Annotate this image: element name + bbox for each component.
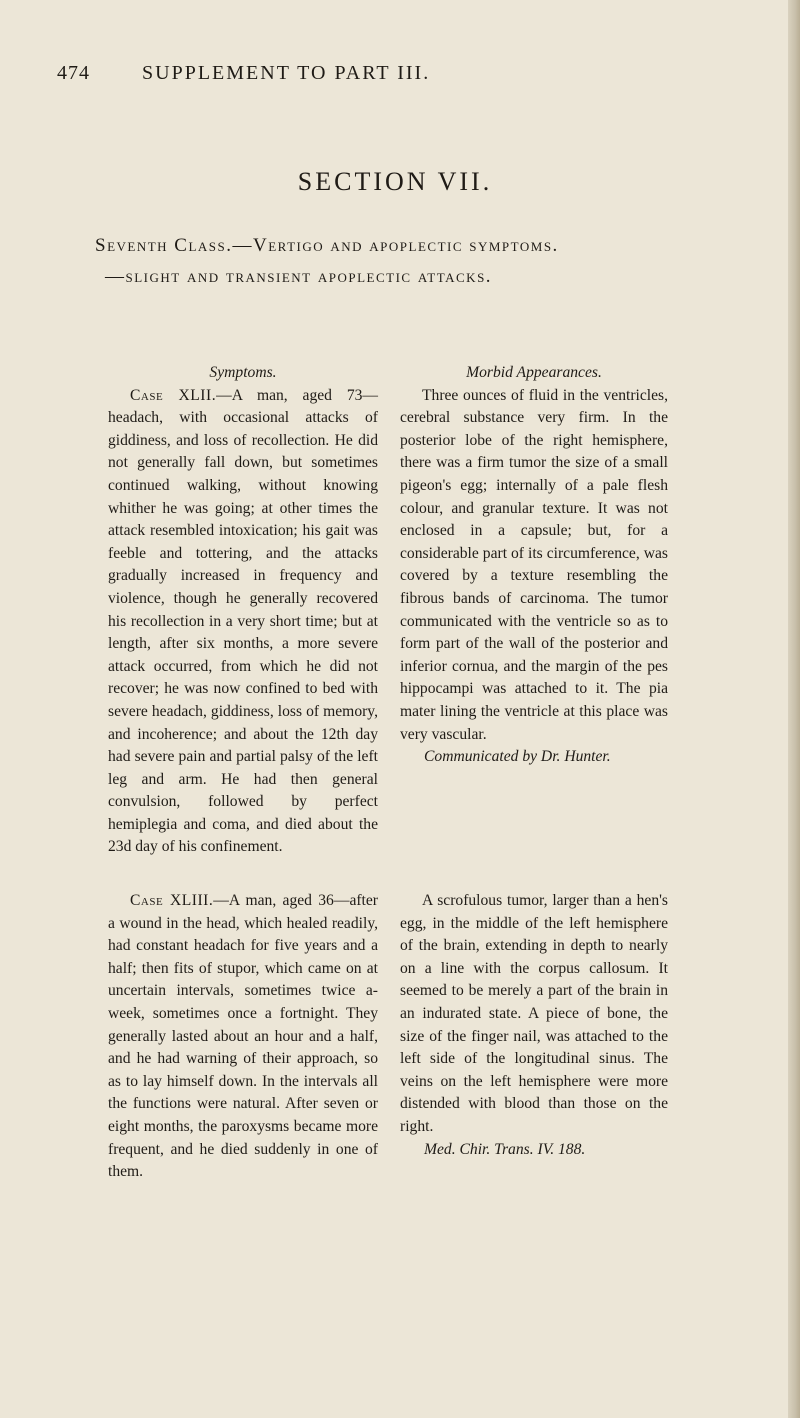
case-42-text: —A man, aged 73—headach, with occasional attacks of giddiness, and loss of recollection. He did not generally fall down, but sometimes continued walking, without knowing whither he was going; at other times the attack resembled intoxication; his gait was feeble and tottering, and the attacks gradually increased in frequency and violence, though he generally recovered his recollection in a very short time; but at length, after six months, a more severe attack occurred, from which he did not recover; he was now confined to bed with severe headach, giddiness, loss of memory, and incoherence; and about the 12th day had severe pain and partial palsy of the left leg and arm. He had then general convulsion, followed by perfect hemiplegia and coma, and died about the 23d day of his confinement. — [108, 386, 379, 856]
symptoms-heading: Symptoms. — [209, 364, 277, 381]
credit-med-chir: Med. Chir. Trans. IV. 188. — [424, 1140, 586, 1158]
credit-hunter: Communicated by Dr. Hunter. — [424, 748, 611, 766]
morbid-42-text: Three ounces of fluid in the ventricles, cerebral substance very firm. In the posterior lobe of the right hemisphere, there was a firm tumor the size of a small pigeon's egg; internally of a pale flesh colour, and granular texture. It was not enclosed in a capsule; but, for a considerable part of its circumference, was covered by a texture resembling the fibrous bands of carcinoma. The tumor communicated with the ventricle so as to form part of the wall of the posterior and inferior cornua, and the margin of the pes hippocampi was attached to it. The pia mater lining the ventricle at this place was very vascular. — [400, 386, 668, 743]
section-title: SECTION VII. — [297, 167, 493, 196]
class-title-line-1: Seventh Class.—Vertigo and apoplectic symptoms. — [95, 235, 559, 256]
class-title — [95, 230, 775, 292]
left-column-case-42 — [108, 362, 378, 859]
morbid-appearances-heading: Morbid Appearances. — [466, 364, 602, 381]
class-title-line-2: —slight and transient apoplectic attacks. — [105, 266, 493, 287]
page-header — [57, 62, 750, 92]
left-column-case-43 — [108, 890, 378, 1184]
case-43-label: Case XLIII. — [130, 892, 214, 909]
right-column-morbid-43 — [400, 890, 668, 1161]
case-43-paragraph — [108, 890, 378, 1184]
page-number: 474 — [57, 62, 90, 84]
case-42-paragraph — [108, 385, 378, 859]
page-edge — [788, 0, 800, 1418]
morbid-43-text: A scrofulous tumor, larger than a hen's egg, in the middle of the left hemisphere of the brain, extending in depth to nearly on a line with the corpus callosum. It seemed to be merely a part of the brain in an indurated state. A piece of bone, the size of the finger nail, was attached to the left side of the longitudinal sinus. The veins on the left hemisphere were more distended with blood than those on the right. — [400, 892, 668, 1135]
case-42-label: Case XLII. — [130, 386, 217, 404]
running-head: SUPPLEMENT TO PART III. — [142, 62, 431, 84]
case-43-text: —A man, aged 36—after a wound in the head, which healed readily, had constant headach for five years and a half; then fits of stupor, which came on at uncertain intervals, sometimes twice a-week, sometimes once a fortnight. They generally lasted about an hour and a half, and he had warning of their approach, so as to lay himself down. In the intervals all the functions were natural. After seven or eight months, the paroxysms became more frequent, and he died suddenly in one of them. — [108, 892, 379, 1181]
right-column-morbid-42 — [400, 362, 668, 769]
